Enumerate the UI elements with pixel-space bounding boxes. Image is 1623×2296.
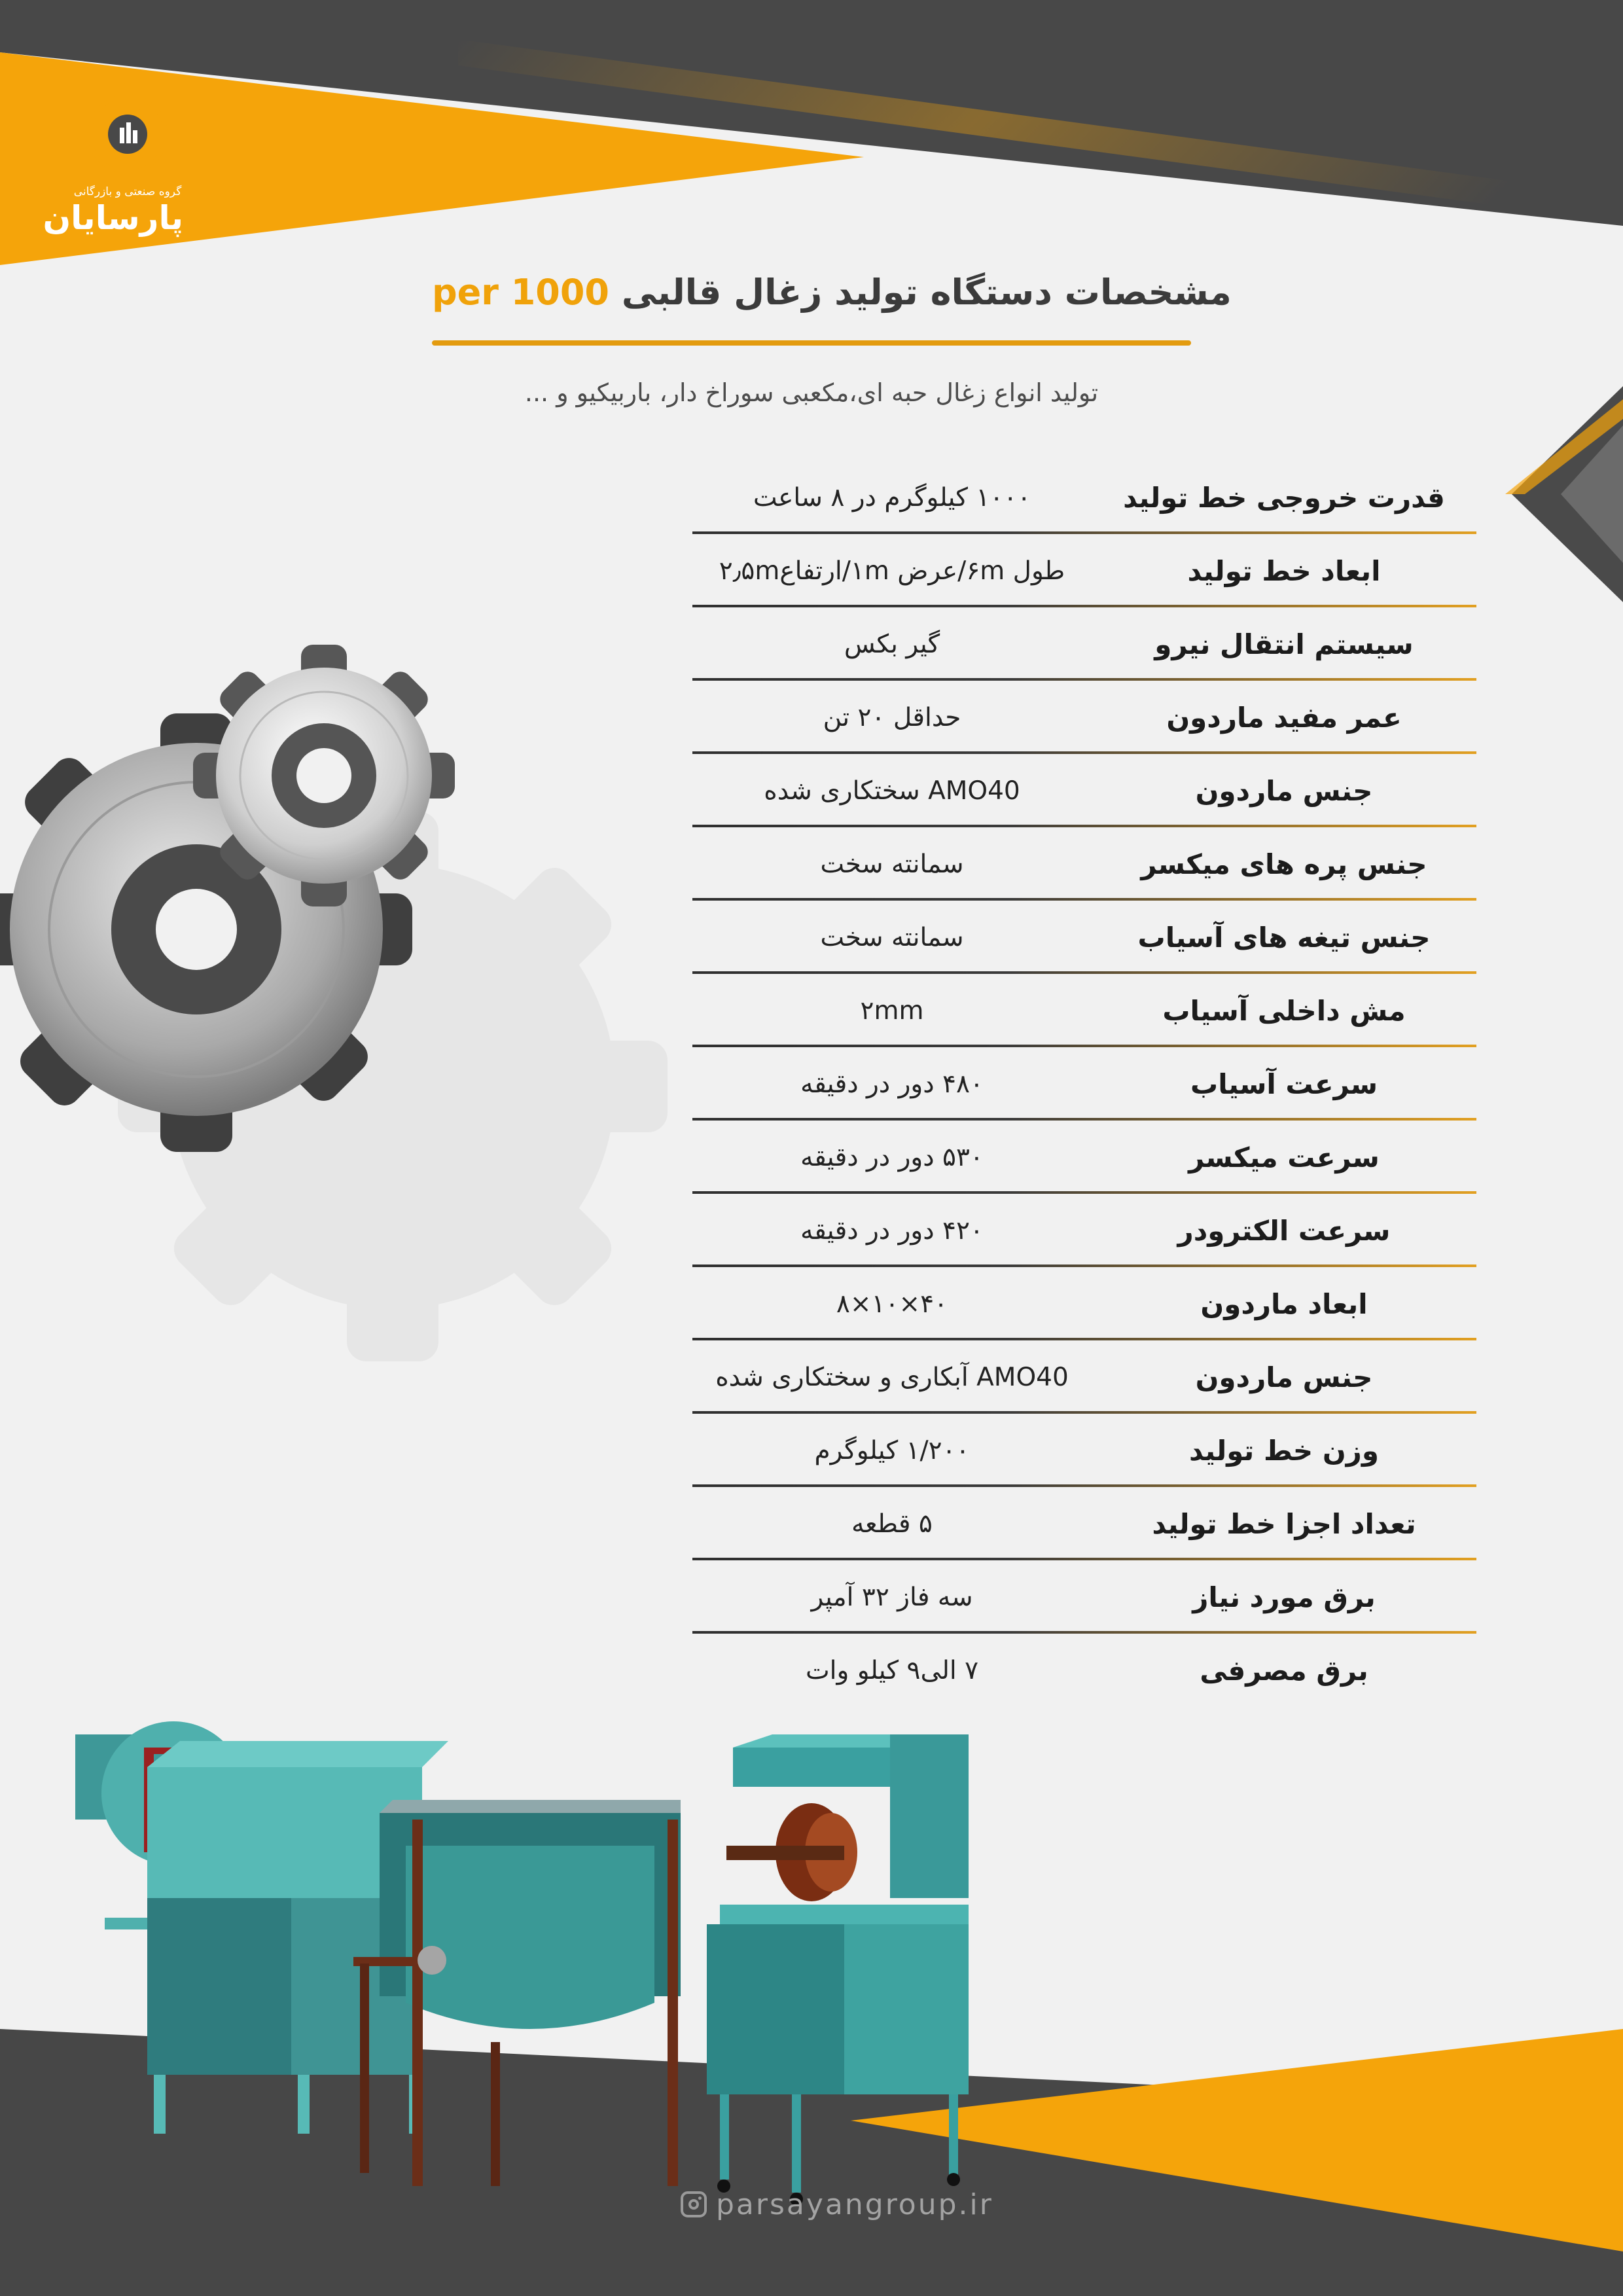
spec-row — [692, 1487, 1476, 1560]
spec-value: سمانته سخت — [820, 922, 964, 952]
spec-label: جنس ماردون — [1195, 1361, 1373, 1393]
spec-value: ۴۲۰ دور در دقیقه — [800, 1215, 984, 1246]
spec-row — [692, 1634, 1476, 1707]
spec-table — [692, 461, 1476, 1707]
spec-label: جنس پره های میکسر — [1141, 848, 1427, 880]
spec-value: حداقل ۲۰ تن — [823, 702, 961, 732]
spec-value: AMO40 آبکاری و سختکاری شده — [715, 1362, 1069, 1392]
spec-label: سرعت آسیاب — [1190, 1067, 1378, 1100]
logo-name: پارسایان — [43, 199, 183, 237]
spec-value: سه فاز ۳۲ آمپر — [811, 1582, 973, 1612]
spec-row — [692, 754, 1476, 827]
title-underline — [432, 340, 1191, 346]
spec-row — [692, 901, 1476, 974]
spec-value: ۱۰۰۰ کیلوگرم در ۸ ساعت — [753, 482, 1031, 512]
title-main: مشخصات دستگاه تولید زغال قالبی — [621, 272, 1232, 313]
spec-value: ۵۳۰ دور در دقیقه — [800, 1142, 984, 1172]
spec-label: ابعاد ماردون — [1200, 1287, 1368, 1320]
spec-label: سرعت الکترودر — [1177, 1214, 1391, 1247]
logo-caption: گروه صنعتی و بازرگانی — [73, 185, 182, 198]
spec-label: مش داخلی آسیاب — [1162, 994, 1406, 1027]
spec-value: ۵ قطعه — [851, 1509, 933, 1539]
page-title — [432, 257, 1232, 329]
brand-logo — [43, 82, 183, 237]
spec-label: وزن خط تولید — [1189, 1434, 1379, 1467]
title-highlight: per 1000 — [432, 272, 610, 313]
spec-value: ۱/۲۰۰ کیلوگرم — [814, 1435, 970, 1465]
spec-label: تعداد اجزا خط تولید — [1152, 1507, 1416, 1540]
spec-row — [692, 1560, 1476, 1634]
spec-row — [692, 534, 1476, 607]
website-link[interactable]: parsayangroup.ir — [716, 2187, 993, 2221]
footer — [681, 2178, 993, 2231]
spec-value: طول ۶m/عرض ۱m/ارتفاع۲٫۵m — [719, 556, 1065, 586]
spec-row — [692, 1267, 1476, 1340]
spec-label: برق مورد نیاز — [1192, 1581, 1376, 1613]
spec-label: جنس تیغه های آسیاب — [1137, 921, 1431, 954]
spec-value: ۷ الی۹ کیلو وات — [805, 1655, 979, 1685]
gear-logo-icon — [72, 82, 183, 180]
spec-row — [692, 607, 1476, 681]
spec-row — [692, 681, 1476, 754]
spec-label: سرعت میکسر — [1188, 1141, 1380, 1174]
spec-label: عمر مفید ماردون — [1166, 701, 1402, 734]
spec-label: سیستم انتقال نیرو — [1154, 628, 1414, 660]
instagram-icon — [681, 2191, 707, 2217]
spec-row — [692, 974, 1476, 1047]
spec-row — [692, 1340, 1476, 1414]
spec-row — [692, 1194, 1476, 1267]
spec-value: ۲mm — [860, 996, 924, 1026]
spec-row — [692, 1047, 1476, 1121]
spec-row — [692, 1121, 1476, 1194]
spec-label: قدرت خروجی خط تولید — [1123, 481, 1445, 514]
spec-label: برق مصرفی — [1200, 1654, 1368, 1687]
spec-value: گیر بکس — [844, 629, 940, 659]
spec-label: ابعاد خط تولید — [1187, 554, 1381, 587]
spec-row — [692, 1414, 1476, 1487]
page-subtitle: تولید انواع زغال حبه ای،مکعبی سوراخ دار، باربیکیو و ... — [524, 378, 1099, 407]
spec-value: ۴۰×۱۰×۸ — [836, 1289, 948, 1319]
spec-value: ۴۸۰ دور در دقیقه — [800, 1069, 984, 1099]
spec-value: AMO40 سختکاری شده — [764, 776, 1020, 806]
spec-label: جنس ماردون — [1195, 774, 1373, 807]
spec-row — [692, 461, 1476, 534]
spec-row — [692, 827, 1476, 901]
spec-value: سمانته سخت — [820, 849, 964, 879]
